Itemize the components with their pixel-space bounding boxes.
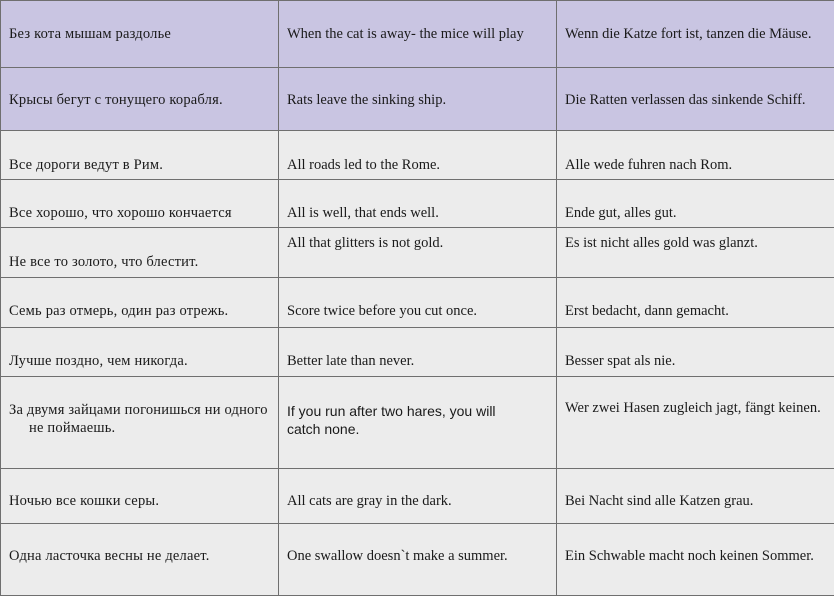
proverb-de: Erst bedacht, dann gemacht. <box>565 302 826 320</box>
ru-cell <box>1 328 279 377</box>
proverb-en: Rats leave the sinking ship. <box>287 91 548 109</box>
proverb-de: Ende gut, alles gut. <box>565 204 826 222</box>
proverb-de: Die Ratten verlassen das sinkende Schiff. <box>565 91 826 109</box>
proverb-de: Ein Schwable macht noch keinen Sommer. <box>565 547 826 565</box>
ru-cell <box>1 180 279 228</box>
proverb-de: Es ist nicht alles gold was glanzt. <box>565 234 826 252</box>
table-row <box>1 524 834 596</box>
proverb-de: Wenn die Katze fort ist, tanzen die Mäuse. <box>565 25 826 43</box>
table-row <box>1 328 834 377</box>
proverb-en: All that glitters is not gold. <box>287 234 548 252</box>
de-cell <box>557 328 834 377</box>
en-cell <box>279 524 557 596</box>
proverb-ru: Лучше поздно, чем никогда. <box>9 352 270 370</box>
ru-cell <box>1 131 279 180</box>
en-cell <box>279 328 557 377</box>
de-cell <box>557 524 834 596</box>
ru-cell <box>1 377 279 469</box>
table-row <box>1 180 834 228</box>
proverb-ru: Семь раз отмерь, один раз отрежь. <box>9 302 270 320</box>
table-row <box>1 469 834 524</box>
proverb-ru: Крысы бегут с тонущего корабля. <box>9 91 270 109</box>
table-row <box>1 377 834 469</box>
proverb-de: Besser spat als nie. <box>565 352 826 370</box>
proverb-en: All is well, that ends well. <box>287 204 548 222</box>
de-cell <box>557 469 834 524</box>
ru-cell <box>1 278 279 328</box>
proverb-en: All cats are gray in the dark. <box>287 492 548 510</box>
ru-cell <box>1 524 279 596</box>
table-row <box>1 68 834 131</box>
proverb-ru: Не все то золото, что блестит. <box>9 253 270 271</box>
proverb-de: Bei Nacht sind alle Katzen grau. <box>565 492 826 510</box>
de-cell <box>557 1 834 68</box>
proverb-ru: Одна ласточка весны не делает. <box>9 547 270 565</box>
de-cell <box>557 180 834 228</box>
de-cell <box>557 68 834 131</box>
proverb-en: One swallow doesn`t make a summer. <box>287 547 548 565</box>
en-cell <box>279 469 557 524</box>
table-row <box>1 1 834 68</box>
en-cell <box>279 68 557 131</box>
en-cell <box>279 228 557 278</box>
proverb-ru: Без кота мышам раздолье <box>9 25 270 43</box>
proverb-en: Score twice before you cut once. <box>287 302 548 320</box>
de-cell <box>557 278 834 328</box>
proverb-ru: За двумя зайцами погонишься ни одного не поймаешь. <box>9 401 270 437</box>
en-cell <box>279 377 557 469</box>
en-cell <box>279 1 557 68</box>
en-cell <box>279 131 557 180</box>
proverb-en: Better late than never. <box>287 352 548 370</box>
proverb-en: When the cat is away- the mice will play <box>287 25 548 43</box>
ru-cell <box>1 1 279 68</box>
de-cell <box>557 228 834 278</box>
ru-cell <box>1 228 279 278</box>
table-row <box>1 278 834 328</box>
proverb-ru: Все хорошо, что хорошо кончается <box>9 204 270 222</box>
proverb-de: Alle wede fuhren nach Rom. <box>565 156 826 174</box>
de-cell <box>557 377 834 469</box>
proverb-ru: Все дороги ведут в Рим. <box>9 156 270 174</box>
ru-cell <box>1 68 279 131</box>
ru-cell <box>1 469 279 524</box>
en-cell <box>279 180 557 228</box>
table-row <box>1 131 834 180</box>
table-row <box>1 228 834 278</box>
de-cell <box>557 131 834 180</box>
proverb-de: Wer zwei Hasen zugleich jagt, fängt keinen. <box>565 399 826 417</box>
proverb-en: All roads led to the Rome. <box>287 156 548 174</box>
proverb-en: If you run after two hares, you will catch none. <box>287 402 548 438</box>
proverb-ru: Ночью все кошки серы. <box>9 492 270 510</box>
en-cell <box>279 278 557 328</box>
